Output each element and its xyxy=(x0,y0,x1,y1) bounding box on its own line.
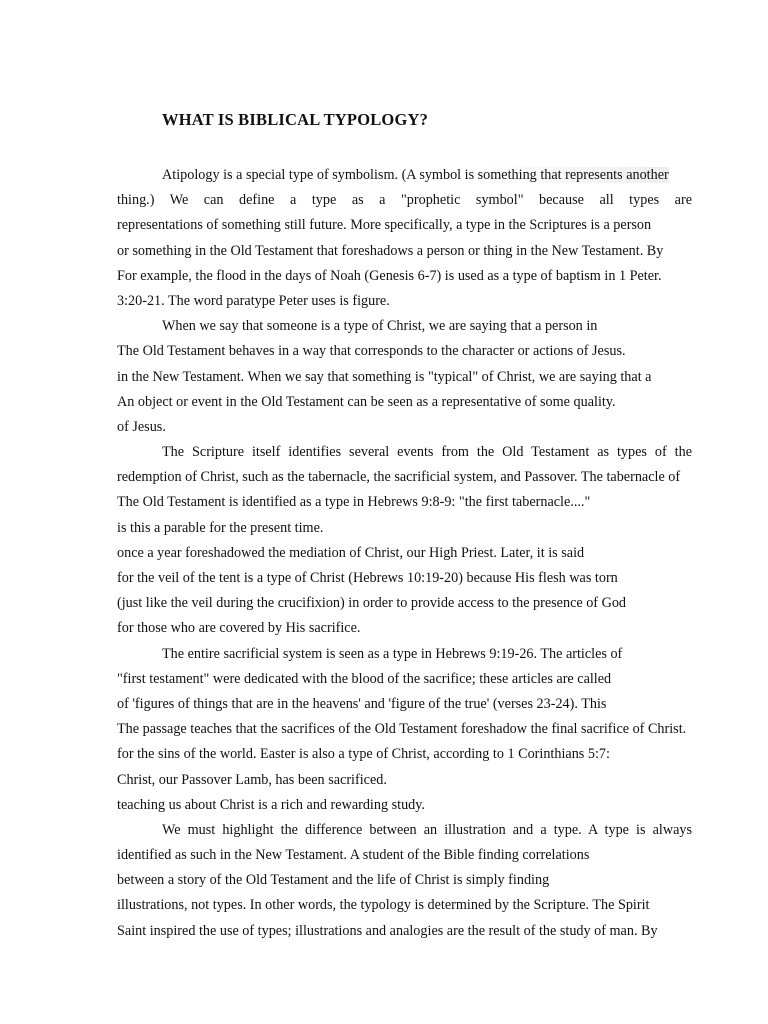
text-line: We must highlight the difference between an illustration and a type. A type is always xyxy=(162,821,692,838)
text-line: Christ, our Passover Lamb, has been sacrificed. xyxy=(117,771,387,788)
text-line: of 'figures of things that are in the heavens' and 'figure of the true' (verses 23-24). This xyxy=(117,695,607,712)
text-line: teaching us about Christ is a rich and rewarding study. xyxy=(117,796,425,813)
document-title: WHAT IS BIBLICAL TYPOLOGY? xyxy=(162,110,429,129)
text-line: The entire sacrificial system is seen as a type in Hebrews 9:19-26. The articles of xyxy=(162,645,623,662)
text-line: representations of something still future. More specifically, a type in the Scriptures is a person xyxy=(117,217,652,234)
text-line: The Scripture itself identifies several events from the Old Testament as types of the xyxy=(162,444,692,461)
text-line: for the veil of the tent is a type of Christ (Hebrews 10:19-20) because His flesh was torn xyxy=(117,570,618,586)
text-line: The passage teaches that the sacrifices of the Old Testament foreshadow the final sacrifice of Christ. xyxy=(117,721,687,738)
text-line: 3:20-21. The word paratype Peter uses is figure. xyxy=(117,292,390,309)
text-line: For example, the flood in the days of Noah (Genesis 6-7) is used as a type of baptism in 1 Peter. xyxy=(117,267,662,284)
text-line: The Old Testament is identified as a type in Hebrews 9:8-9: "the first tabernacle...." xyxy=(117,494,591,511)
text-line: Atipology is a special type of symbolism. (A symbol is something that represents another xyxy=(162,167,669,183)
text-line: redemption of Christ, such as the tabernacle, the sacrificial system, and Passover. The tabernacle of xyxy=(117,469,681,486)
text-line: for those who are covered by His sacrifice. xyxy=(117,620,361,637)
text-line: in the New Testament. When we say that something is "typical" of Christ, we are saying that a xyxy=(117,368,652,385)
text-line: or something in the Old Testament that foreshadows a person or thing in the New Testament. By xyxy=(117,242,664,259)
text-line: of Jesus. xyxy=(117,418,166,435)
text-line: An object or event in the Old Testament can be seen as a representative of some quality. xyxy=(117,393,616,410)
text-line: (just like the veil during the crucifixion) in order to provide access to the presence of God xyxy=(117,595,627,612)
text-line: identified as such in the New Testament. A student of the Bible finding correlations xyxy=(117,847,590,864)
text-line: "first testament" were dedicated with the blood of the sacrifice; these articles are called xyxy=(117,670,612,687)
text-line: is this a parable for the present time. xyxy=(117,519,324,536)
text-line: once a year foreshadowed the mediation of Christ, our High Priest. Later, it is said xyxy=(117,544,585,561)
text-line: thing.) We can define a type as a "prophetic symbol" because all types are xyxy=(117,192,692,209)
text-line: illustrations, not types. In other words, the typology is determined by the Scripture. The Spirit xyxy=(117,897,650,914)
document-body xyxy=(117,163,692,944)
text-line: for the sins of the world. Easter is also a type of Christ, according to 1 Corinthians 5:7: xyxy=(117,746,610,763)
text-line: between a story of the Old Testament and the life of Christ is simply finding xyxy=(117,872,550,889)
text-line: Saint inspired the use of types; illustrations and analogies are the result of the study of man. By xyxy=(117,922,658,939)
text-line: When we say that someone is a type of Christ, we are saying that a person in xyxy=(162,318,598,335)
text-line: The Old Testament behaves in a way that corresponds to the character or actions of Jesus. xyxy=(117,343,626,360)
